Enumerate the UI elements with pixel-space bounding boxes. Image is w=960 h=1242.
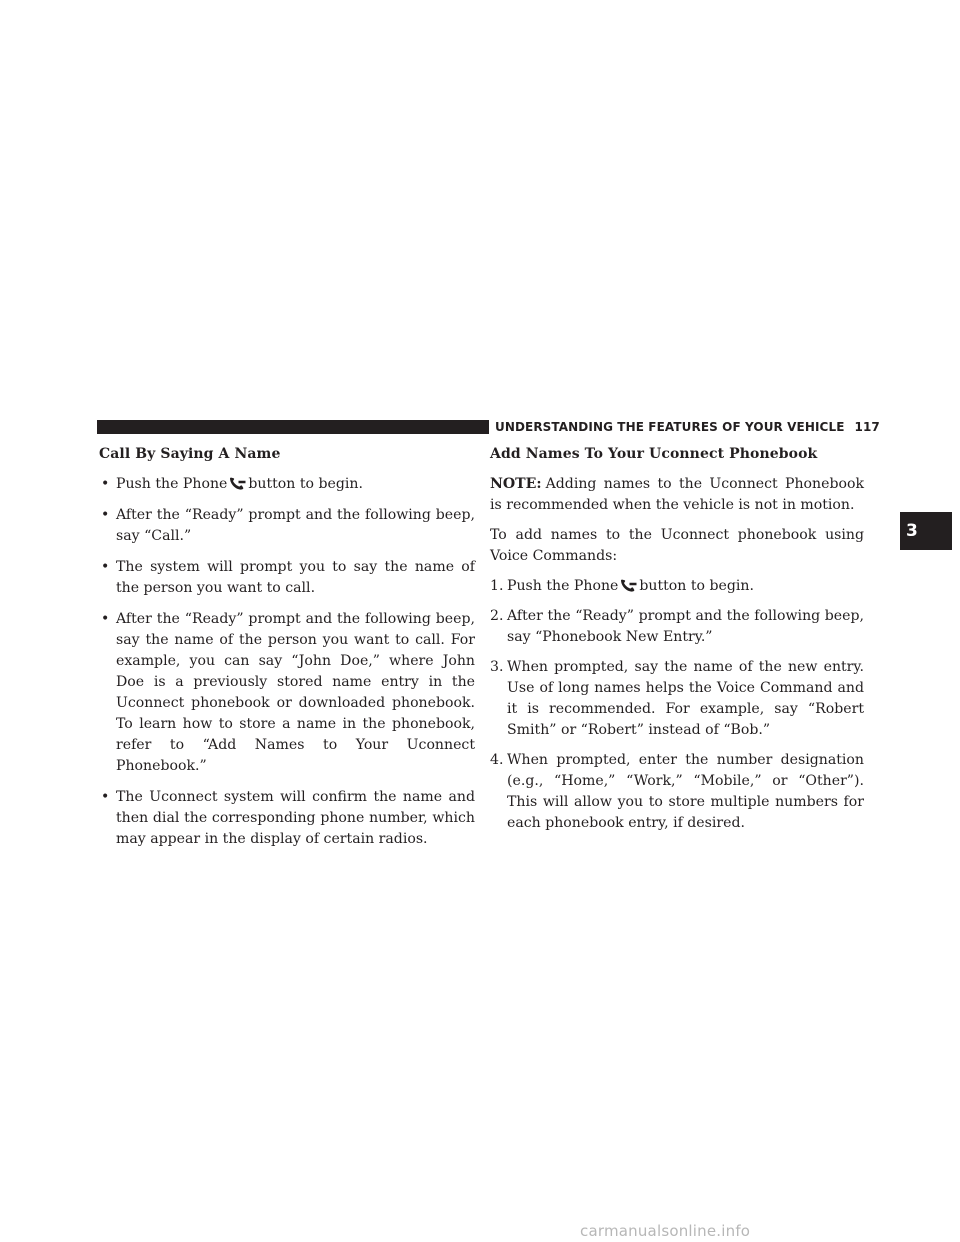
watermark: carmanualsonline.info — [580, 1222, 751, 1240]
step-item: 4. When prompted, enter the number designation (e.g., “Home,” “Work,” “Mobile,” or “Other”). This will allow you to store multiple numbers for each phonebook entry, if desired. — [490, 752, 864, 831]
phone-icon — [620, 579, 637, 592]
step-item: 1. Push the Phone button to begin. — [490, 576, 864, 597]
right-column — [490, 444, 864, 843]
heading-add-names: Add Names To Your Uconnect Phonebook — [490, 446, 818, 462]
phone-icon — [229, 477, 246, 490]
left-column — [99, 444, 475, 860]
note-label: NOTE: — [490, 476, 542, 492]
step-number: 3. — [490, 659, 504, 675]
running-header — [495, 418, 880, 436]
intro-paragraph: To add names to the Uconnect phonebook using Voice Commands: — [490, 527, 864, 564]
heading-call-by-name: Call By Saying A Name — [99, 446, 281, 462]
step-number: 1. — [490, 578, 504, 594]
list-item: • The system will prompt you to say the name of the person you want to call. — [99, 557, 475, 599]
chapter-number: 3 — [906, 521, 918, 541]
note-text: Adding names to the Uconnect Phonebook is recommended when the vehicle is not in motion. — [490, 476, 864, 513]
note-paragraph — [490, 474, 864, 516]
step-number: 2. — [490, 608, 504, 624]
step-item: 3. When prompted, say the name of the new entry. Use of long names helps the Voice Command and it is recommended. For example, say “Robert Smith” or “Robert” instead of “Bob.” — [490, 659, 864, 738]
call-by-name-list — [99, 474, 475, 850]
step-item: 2. After the “Ready” prompt and the following beep, say “Phonebook New Entry.” — [490, 608, 864, 645]
list-item: • The Uconnect system will confirm the name and then dial the corresponding phone number, which may appear in the display of certain radios. — [99, 787, 475, 850]
page-number: 117 — [854, 420, 880, 434]
section-title: UNDERSTANDING THE FEATURES OF YOUR VEHICLE — [495, 420, 845, 434]
step-number: 4. — [490, 752, 504, 768]
header-rule — [97, 420, 489, 434]
list-item: • Push the Phone button to begin. — [99, 474, 475, 495]
list-item: • After the “Ready” prompt and the following beep, say “Call.” — [99, 505, 475, 547]
add-names-steps — [490, 576, 864, 834]
list-item: • After the “Ready” prompt and the following beep, say the name of the person you want to call. For example, you can say “John Doe,” where John Doe is a previously stored name entry in the Uconnect phonebook or downloaded phonebook. To learn how to store a name in the phonebook, refer to “Add Names to Your Uconnect Phonebook.” — [99, 609, 475, 777]
chapter-tab — [900, 512, 952, 550]
